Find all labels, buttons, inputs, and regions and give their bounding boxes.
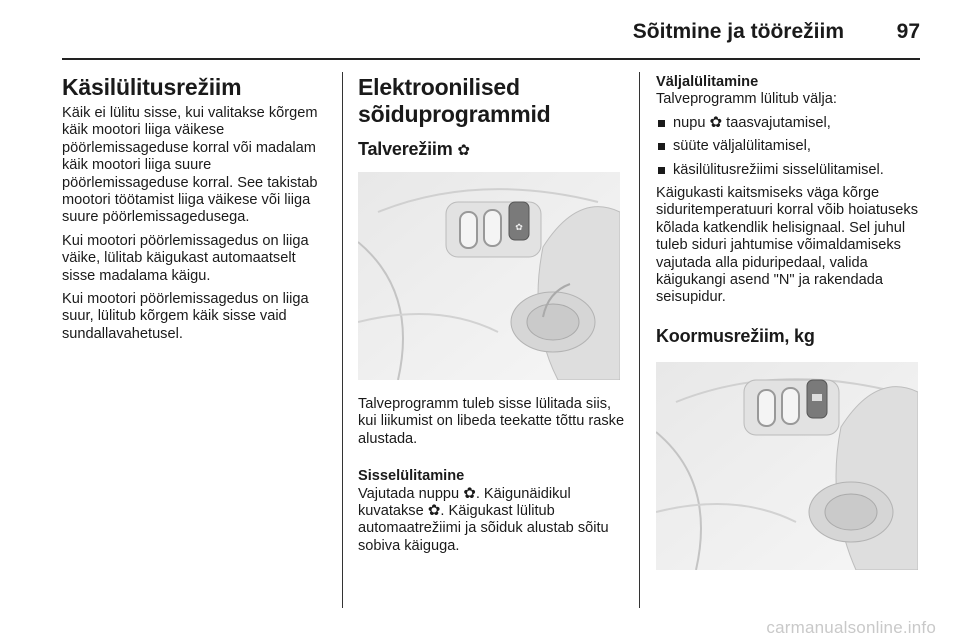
heading-electronic-programs-line1: Elektroonilised <box>358 74 520 100</box>
column-2-lower <box>358 396 628 561</box>
column-3 <box>656 74 924 347</box>
paragraph-switch-on: Vajutada nuppu ✿. Käigunäidikul kuvatakse ✿. Käigukast lülitub automaatrežiimi ja sõiduk alustab sõitu sobiva käiguga. <box>358 484 609 554</box>
snowflake-icon: ✿ <box>457 142 470 159</box>
column-2 <box>358 74 628 160</box>
list-item: süüte väljalülitamisel, <box>656 138 924 155</box>
page-number: 97 <box>896 20 920 43</box>
subheading-switch-off: Väljalülitamine <box>656 74 759 90</box>
header-divider <box>62 58 920 60</box>
list-item: nupu ✿ taasvajutamisel, <box>656 115 924 132</box>
running-header-title: Sõitmine ja töörežiim <box>632 20 844 43</box>
paragraph: Käik ei lülitu sisse, kui valitakse kõrgem käik mootori liiga väikese pöörlemissageduse korral või madalam käik mootori liiga suure pöörlemissageduse korral. See takistab mootori töötamist liiga väikese või liiga suure pöörlemissagedusega. <box>62 105 318 226</box>
snowflake-icon: ✿ <box>427 502 441 520</box>
figure-load-button <box>656 362 918 570</box>
snowflake-icon: ✿ <box>463 484 476 502</box>
column-1 <box>62 74 332 349</box>
bullet-icon <box>658 167 665 174</box>
paragraph-clutch-protection: Käigukasti kaitsmiseks väga kõrge siduritemperatuuri korral võib hoiatuseks kõlada katkendlik helisignaal. Sel juhul tuleb siduri jahtumise võimaldamiseks vajutada alla piduripedaal, valida käigukangi asend "N" ja rakendada seisupidur. <box>656 185 918 306</box>
paragraph-switch-off-intro: Talveprogramm lülitub välja: <box>656 91 837 108</box>
bullet-icon <box>658 143 665 150</box>
column-divider-2 <box>639 72 640 608</box>
list-item: käsilülitusrežiimi sisselülitamisel. <box>656 162 924 179</box>
paragraph: Kui mootori pöörlemissagedus on liiga suur, lülitub kõrgem käik sisse vaid sundallavahetusel. <box>62 291 309 342</box>
heading-manual-mode: Käsilülitusrežiim <box>62 74 242 100</box>
watermark: carmanualsonline.info <box>766 618 936 637</box>
subheading-switch-on: Sisselülitamine <box>358 468 465 485</box>
figure-winter-button <box>358 172 620 380</box>
bullet-icon <box>658 120 665 127</box>
column-divider-1 <box>342 72 343 608</box>
figure-caption: Talveprogramm tuleb sisse lülitada siis, kui liikumist on libeda teekatte tõttu raske alustada. <box>358 396 625 447</box>
paragraph: Kui mootori pöörlemissagedus on liiga väike, lülitab käigukast automaatselt sisse madalama käigu. <box>62 232 309 284</box>
subheading-load-mode: Koormusrežiim, kg <box>656 325 815 346</box>
snowflake-icon: ✿ <box>709 113 723 131</box>
heading-electronic-programs-line2: sõiduprogrammid <box>358 101 551 127</box>
subheading-winter-mode: Talverežiim ✿ <box>358 139 470 159</box>
svg-text:✿: ✿ <box>515 223 523 233</box>
